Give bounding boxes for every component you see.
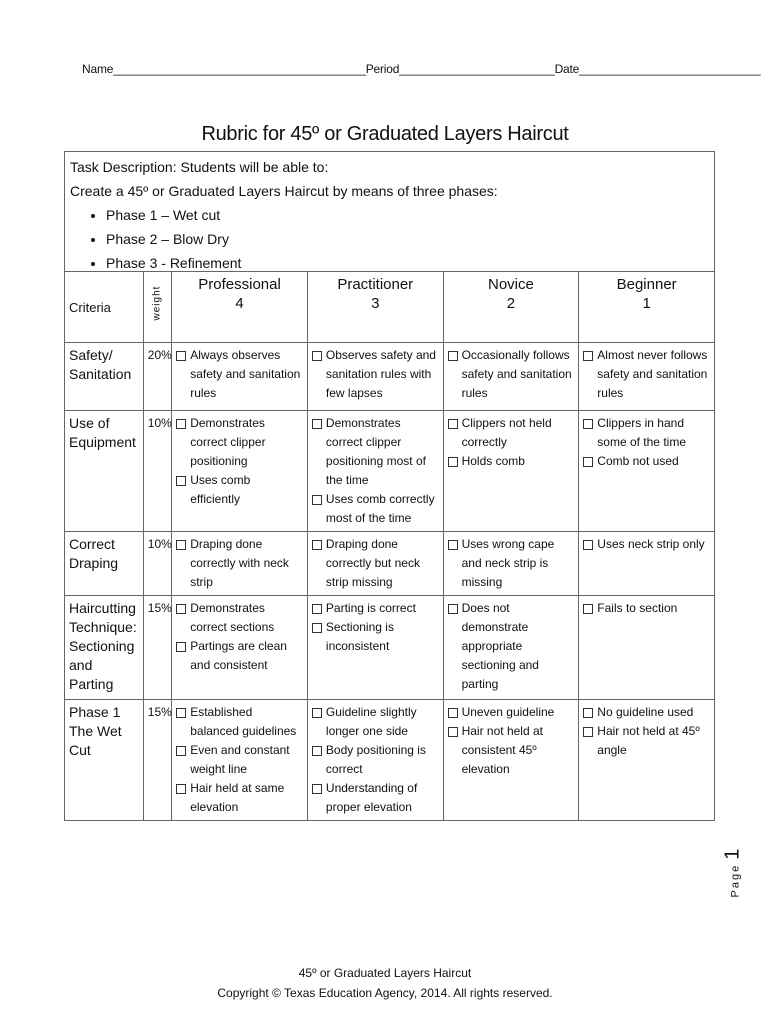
descriptor-item: [448, 599, 575, 694]
page-label: Page: [729, 863, 742, 898]
descriptor-cell: [307, 596, 443, 700]
descriptor-item: [448, 452, 575, 471]
criteria-label-line: Phase 1: [69, 704, 121, 720]
descriptor-text: Partings are clean and consistent: [190, 639, 287, 672]
descriptor-cell: [443, 532, 579, 596]
descriptor-cell: [172, 343, 308, 411]
task-heading: Task Description: Students will be able to:: [70, 159, 329, 175]
descriptor-item: [176, 471, 303, 509]
descriptor-text: Uses neck strip only: [597, 537, 705, 551]
page-footer: [0, 963, 770, 1003]
descriptor-item: [583, 722, 710, 760]
descriptor-item: [312, 414, 439, 490]
descriptor-text: Uses comb correctly most of the time: [325, 492, 435, 525]
descriptor-item: [312, 490, 439, 528]
checkbox[interactable]: [312, 495, 322, 505]
page-number-mark: [718, 840, 748, 900]
descriptor-text: Uneven guideline: [461, 705, 555, 719]
phase-item: • Phase 2 – Blow Dry: [106, 227, 709, 251]
descriptor-item: [312, 741, 439, 779]
rubric-table: [64, 271, 715, 821]
period-label: Period: [365, 62, 400, 76]
descriptor-cell: [307, 532, 443, 596]
descriptor-item: [448, 535, 575, 592]
criteria-label-line: Use of: [69, 415, 110, 431]
descriptor-text: Hair not held at consistent 45º elevation: [461, 724, 543, 776]
level-name: Practitioner: [337, 276, 414, 293]
descriptor-text: Hair held at same elevation: [190, 781, 285, 814]
descriptor-cell: [307, 343, 443, 411]
criteria-cell: [65, 532, 144, 596]
checkbox[interactable]: [176, 642, 186, 652]
weight-cell: 20%: [143, 343, 171, 411]
descriptor-text: No guideline used: [597, 705, 694, 719]
descriptor-item: [448, 722, 575, 779]
footer-title: 45º or Graduated Layers Haircut: [298, 966, 472, 980]
checkbox[interactable]: [176, 784, 186, 794]
checkbox[interactable]: [583, 708, 593, 718]
date-field[interactable]: ____________________________: [579, 62, 761, 76]
checkbox[interactable]: [448, 419, 458, 429]
name-field[interactable]: _______________________________________: [113, 62, 366, 76]
criteria-label-line: Technique:: [69, 619, 137, 635]
student-info-line: [82, 62, 761, 76]
checkbox[interactable]: [176, 419, 186, 429]
criteria-header: Criteria: [65, 272, 144, 343]
checkbox[interactable]: [312, 604, 322, 614]
descriptor-item: [176, 779, 303, 817]
weight-cell: 10%: [143, 411, 171, 532]
descriptor-item: [583, 346, 710, 403]
checkbox[interactable]: [583, 540, 593, 550]
descriptor-item: [312, 703, 439, 741]
descriptor-text: Does not demonstrate appropriate sectioning and parting: [461, 601, 539, 691]
name-label: Name: [82, 62, 114, 76]
checkbox[interactable]: [583, 457, 593, 467]
descriptor-text: Parting is correct: [325, 601, 416, 615]
footer-copyright: Copyright © Texas Education Agency, 2014. All rights reserved.: [217, 986, 553, 1000]
descriptor-item: [312, 779, 439, 817]
period-field[interactable]: ________________________: [399, 62, 555, 76]
descriptor-cell: [579, 700, 715, 821]
level-header-novice: [443, 272, 579, 343]
descriptor-item: [583, 414, 710, 452]
criteria-label-line: Equipment: [69, 434, 136, 450]
checkbox[interactable]: [312, 351, 322, 361]
checkbox[interactable]: [176, 540, 186, 550]
weight-header-label: weight: [151, 285, 163, 320]
descriptor-text: Even and constant weight line: [190, 743, 290, 776]
descriptor-cell: [172, 532, 308, 596]
descriptor-cell: [579, 343, 715, 411]
phase-list: [70, 203, 709, 275]
descriptor-item: [448, 346, 575, 403]
descriptor-text: Occasionally follows safety and sanitation rules: [461, 348, 572, 400]
criteria-cell: [65, 700, 144, 821]
criteria-label-line: Sectioning: [69, 638, 135, 654]
level-header-practitioner: [307, 272, 443, 343]
rubric-row: [65, 532, 715, 596]
document-title: Rubric for 45º or Graduated Layers Haircut: [201, 123, 569, 145]
checkbox[interactable]: [448, 708, 458, 718]
weight-cell: 15%: [143, 596, 171, 700]
rubric-header-row: [65, 272, 715, 343]
descriptor-item: [176, 599, 303, 637]
descriptor-item: [312, 599, 439, 618]
descriptor-text: Understanding of proper elevation: [325, 781, 418, 814]
descriptor-text: Clippers in hand some of the time: [597, 416, 686, 449]
checkbox[interactable]: [176, 708, 186, 718]
level-name: Beginner: [616, 276, 677, 293]
descriptor-text: Holds comb: [461, 454, 525, 468]
level-score: 2: [506, 295, 516, 312]
checkbox[interactable]: [312, 419, 322, 429]
criteria-label-line: Safety/: [69, 347, 113, 363]
descriptor-item: [312, 346, 439, 403]
checkbox[interactable]: [448, 457, 458, 467]
descriptor-cell: [172, 700, 308, 821]
checkbox[interactable]: [583, 604, 593, 614]
descriptor-item: [583, 452, 710, 471]
descriptor-cell: [172, 411, 308, 532]
descriptor-text: Almost never follows safety and sanitation rules: [597, 348, 708, 400]
rubric-row: [65, 700, 715, 821]
criteria-label-line: Sanitation: [69, 366, 132, 382]
descriptor-item: [176, 346, 303, 403]
descriptor-item: [176, 703, 303, 741]
checkbox[interactable]: [312, 746, 322, 756]
level-header-professional: [172, 272, 308, 343]
checkbox[interactable]: [583, 351, 593, 361]
descriptor-text: Draping done correctly with neck strip: [190, 537, 289, 589]
descriptor-cell: [307, 700, 443, 821]
descriptor-cell: [172, 596, 308, 700]
descriptor-cell: [579, 411, 715, 532]
descriptor-text: Observes safety and sanitation rules with few lapses: [325, 348, 436, 400]
level-name: Novice: [488, 276, 534, 293]
weight-cell: 15%: [143, 700, 171, 821]
descriptor-text: Clippers not held correctly: [461, 416, 552, 449]
criteria-label-line: and Parting: [69, 657, 114, 692]
criteria-label-line: Correct: [69, 536, 115, 552]
checkbox[interactable]: [312, 708, 322, 718]
descriptor-text: Demonstrates correct clipper positioning most of the time: [325, 416, 426, 487]
checkbox[interactable]: [312, 623, 322, 633]
descriptor-item: [583, 535, 710, 554]
descriptor-text: Demonstrates correct sections: [190, 601, 275, 634]
checkbox[interactable]: [176, 604, 186, 614]
descriptor-item: [448, 414, 575, 452]
level-score: 1: [642, 295, 651, 312]
page-number: 1: [721, 848, 744, 860]
checkbox[interactable]: [448, 727, 458, 737]
weight-header: [143, 272, 171, 343]
descriptor-item: [312, 618, 439, 656]
descriptor-item: [176, 535, 303, 592]
descriptor-cell: [579, 596, 715, 700]
descriptor-text: Hair not held at 45º angle: [597, 724, 700, 757]
checkbox[interactable]: [448, 540, 458, 550]
descriptor-item: [312, 535, 439, 592]
descriptor-item: [448, 703, 575, 722]
descriptor-text: Sectioning is inconsistent: [325, 620, 394, 653]
criteria-cell: [65, 411, 144, 532]
level-score: 3: [371, 295, 380, 312]
task-intro: Create a 45º or Graduated Layers Haircut by means of three phases:: [70, 183, 498, 199]
date-label: Date: [554, 62, 580, 76]
descriptor-text: Uses wrong cape and neck strip is missing: [461, 537, 555, 589]
checkbox[interactable]: [448, 351, 458, 361]
checkbox[interactable]: [176, 476, 186, 486]
descriptor-cell: [443, 700, 579, 821]
level-header-beginner: [579, 272, 715, 343]
criteria-label-line: Haircutting: [69, 600, 136, 616]
checkbox[interactable]: [583, 727, 593, 737]
rubric-row: [65, 596, 715, 700]
descriptor-text: Comb not used: [597, 454, 679, 468]
phase-item: • Phase 3 - Refinement: [106, 251, 709, 275]
checkbox[interactable]: [448, 604, 458, 614]
descriptor-cell: [579, 532, 715, 596]
criteria-cell: [65, 596, 144, 700]
weight-cell: 10%: [143, 532, 171, 596]
descriptor-cell: [443, 411, 579, 532]
descriptor-text: Guideline slightly longer one side: [325, 705, 417, 738]
descriptor-text: Uses comb efficiently: [190, 473, 251, 506]
descriptor-cell: [443, 596, 579, 700]
criteria-label-line: Draping: [69, 555, 119, 571]
checkbox[interactable]: [176, 351, 186, 361]
checkbox[interactable]: [176, 746, 186, 756]
descriptor-item: [176, 741, 303, 779]
descriptor-text: Always observes safety and sanitation rules: [190, 348, 301, 400]
checkbox[interactable]: [583, 419, 593, 429]
criteria-cell: [65, 343, 144, 411]
task-description: [64, 151, 715, 271]
rubric-row: [65, 343, 715, 411]
checkbox[interactable]: [312, 540, 322, 550]
descriptor-text: Body positioning is correct: [325, 743, 426, 776]
descriptor-item: [583, 599, 710, 618]
level-name: Professional: [198, 276, 281, 293]
descriptor-text: Draping done correctly but neck strip missing: [325, 537, 420, 589]
descriptor-item: [583, 703, 710, 722]
descriptor-text: Demonstrates correct clipper positioning: [190, 416, 266, 468]
level-score: 4: [235, 295, 244, 312]
descriptor-cell: [307, 411, 443, 532]
descriptor-item: [176, 637, 303, 675]
criteria-label-line: The Wet Cut: [69, 723, 122, 758]
descriptor-text: Established balanced guidelines: [190, 705, 297, 738]
descriptor-text: Fails to section: [597, 601, 678, 615]
rubric-row: [65, 411, 715, 532]
phase-item: • Phase 1 – Wet cut: [106, 203, 709, 227]
rubric-body: [65, 343, 715, 821]
descriptor-cell: [443, 343, 579, 411]
checkbox[interactable]: [312, 784, 322, 794]
descriptor-item: [176, 414, 303, 471]
